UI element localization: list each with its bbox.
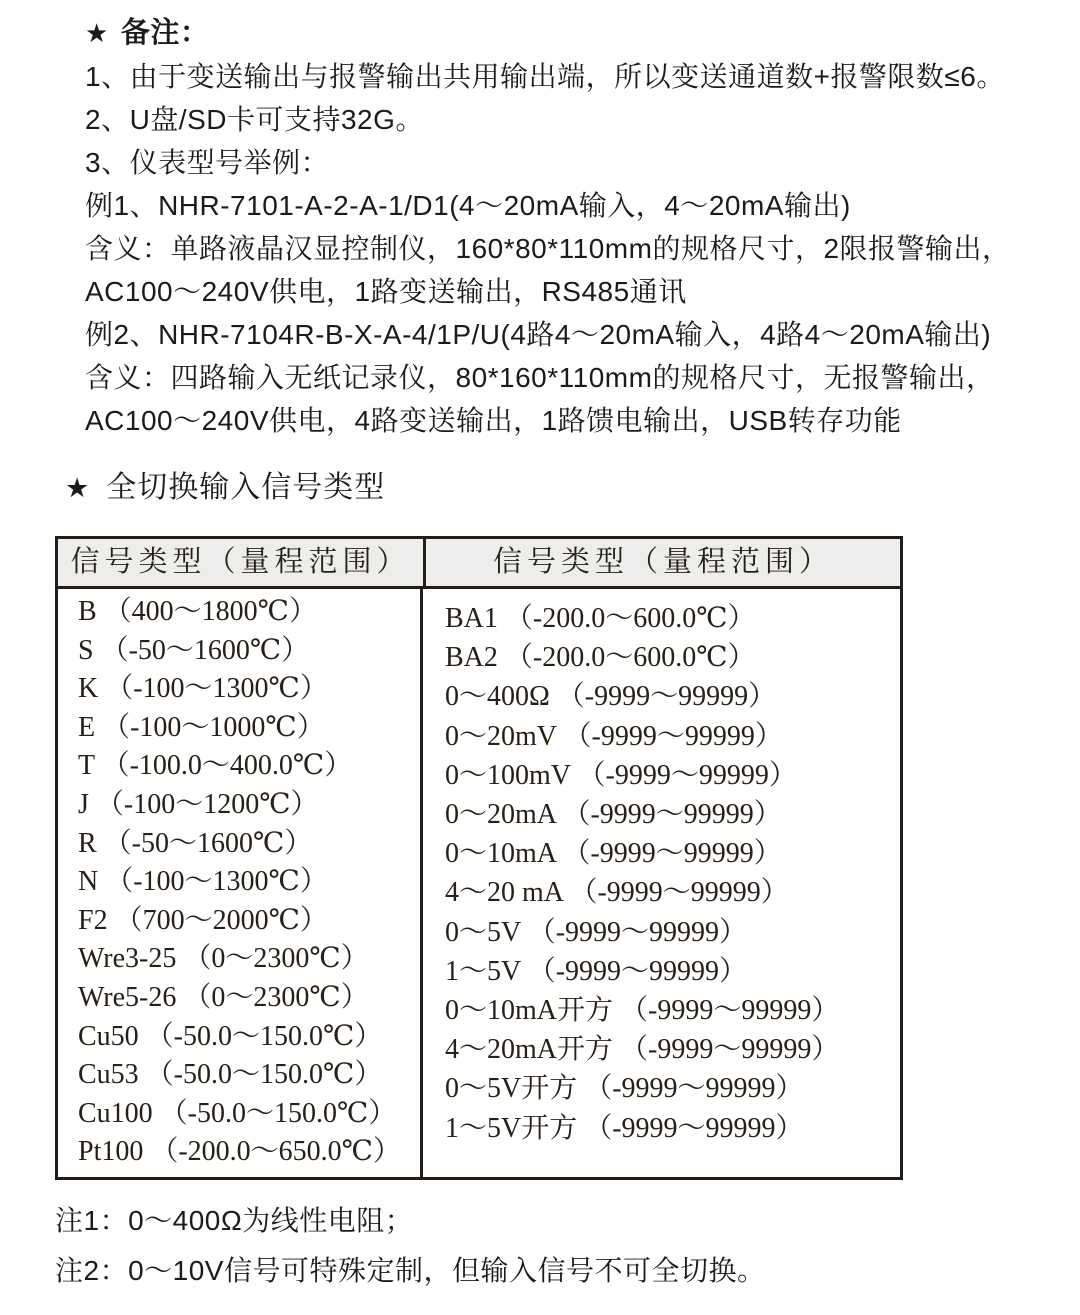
note-line-example1: 例1、NHR-7101-A-2-A-1/D1(4～20mA输入，4～20mA输出) bbox=[85, 190, 851, 221]
table-body-row bbox=[58, 589, 900, 1177]
notes-block bbox=[85, 0, 1040, 442]
signal-row: K （-100～1300℃） bbox=[78, 673, 328, 705]
note-line-example2-meaning2: AC100～240V供电，4路变送输出，1路馈电输出，USB转存功能 bbox=[85, 405, 902, 436]
note-line-3: 3、仪表型号举例： bbox=[85, 147, 330, 178]
signal-row: Cu100 （-50.0～150.0℃） bbox=[78, 1097, 397, 1129]
signal-row: T （-100.0～400.0℃） bbox=[78, 750, 353, 782]
notes-heading bbox=[85, 12, 1040, 55]
section-heading bbox=[65, 468, 1080, 508]
signal-row: BA1 （-200.0～600.0℃） bbox=[445, 603, 756, 634]
table-header-right: 信号类型（量程范围） bbox=[492, 546, 833, 578]
signal-row: 0～400Ω （-9999～99999） bbox=[445, 681, 777, 713]
signal-row: 1～5V （-9999～99999） bbox=[445, 955, 748, 987]
signal-row: R （-50～1600℃） bbox=[78, 827, 313, 859]
signal-row: 0～20mV （-9999～99999） bbox=[445, 720, 783, 752]
signal-row: 0～5V （-9999～99999） bbox=[445, 916, 748, 948]
table-header-row bbox=[58, 539, 900, 589]
table-header-left: 信号类型（量程范围） bbox=[58, 539, 426, 586]
star-bullet-icon: ★ bbox=[65, 473, 91, 503]
signal-row: Pt100 （-200.0～650.0℃） bbox=[78, 1136, 401, 1168]
footnote-1: 注1：0～400Ω为线性电阻； bbox=[55, 1205, 414, 1236]
signal-row: 4～20 mA （-9999～99999） bbox=[445, 877, 789, 909]
signal-row: 4～20mA开方 （-9999～99999） bbox=[445, 1034, 840, 1066]
signal-row: 1～5V开方 （-9999～99999） bbox=[445, 1112, 804, 1144]
note-line-example2: 例2、NHR-7104R-B-X-A-4/1P/U(4路4～20mA输入，4路4～20mA输出) bbox=[85, 319, 992, 350]
signal-row: 0～20mA （-9999～99999） bbox=[445, 799, 782, 831]
signal-row: Cu53 （-50.0～150.0℃） bbox=[78, 1059, 383, 1091]
signal-row: 0～10mA （-9999～99999） bbox=[445, 838, 782, 870]
notes-heading-label: 备注： bbox=[120, 17, 210, 49]
signal-row: J （-100～1200℃） bbox=[78, 788, 319, 820]
signal-row: BA2 （-200.0～600.0℃） bbox=[445, 642, 756, 674]
signal-row: B （400～1800℃） bbox=[78, 596, 317, 627]
note-line-example2-meaning: 含义：四路输入无纸记录仪，80*160*110mm的规格尺寸，无报警输出， bbox=[85, 362, 995, 393]
signal-row: S （-50～1600℃） bbox=[78, 634, 310, 666]
signal-type-table bbox=[55, 536, 903, 1180]
section-heading-label: 全切换输入信号类型 bbox=[106, 471, 386, 504]
note-line-2: 2、U盘/SD卡可支持32G。 bbox=[85, 104, 424, 135]
footnote-2: 注2：0～10V信号可特殊定制，但输入信号不可全切换。 bbox=[55, 1255, 766, 1286]
star-bullet-icon: ★ bbox=[85, 18, 109, 48]
note-line-1: 1、由于变送输出与报警输出共用输出端，所以变送通道数+报警限数≤6。 bbox=[85, 61, 1005, 92]
note-line-example1-meaning2: AC100～240V供电，1路变送输出，RS485通讯 bbox=[85, 276, 687, 307]
signal-row: F2 （700～2000℃） bbox=[78, 904, 328, 936]
signal-row: Wre5-26 （0～2300℃） bbox=[78, 981, 369, 1013]
signal-row: E （-100～1000℃） bbox=[78, 711, 325, 743]
signal-row: 0～5V开方 （-9999～99999） bbox=[445, 1073, 804, 1105]
footnotes-block bbox=[55, 1196, 1080, 1296]
signal-row: Wre3-25 （0～2300℃） bbox=[78, 943, 369, 975]
signal-row: Cu50 （-50.0～150.0℃） bbox=[78, 1020, 383, 1052]
note-line-example1-meaning: 含义：单路液晶汉显控制仪，160*80*110mm的规格尺寸，2限报警输出， bbox=[85, 233, 1011, 264]
table-cell-right bbox=[423, 589, 900, 1177]
signal-row: N （-100～1300℃） bbox=[78, 866, 328, 898]
signal-row: 0～10mA开方 （-9999～99999） bbox=[445, 995, 840, 1027]
table-cell-left bbox=[58, 589, 423, 1177]
signal-row: 0～100mV （-9999～99999） bbox=[445, 759, 797, 791]
